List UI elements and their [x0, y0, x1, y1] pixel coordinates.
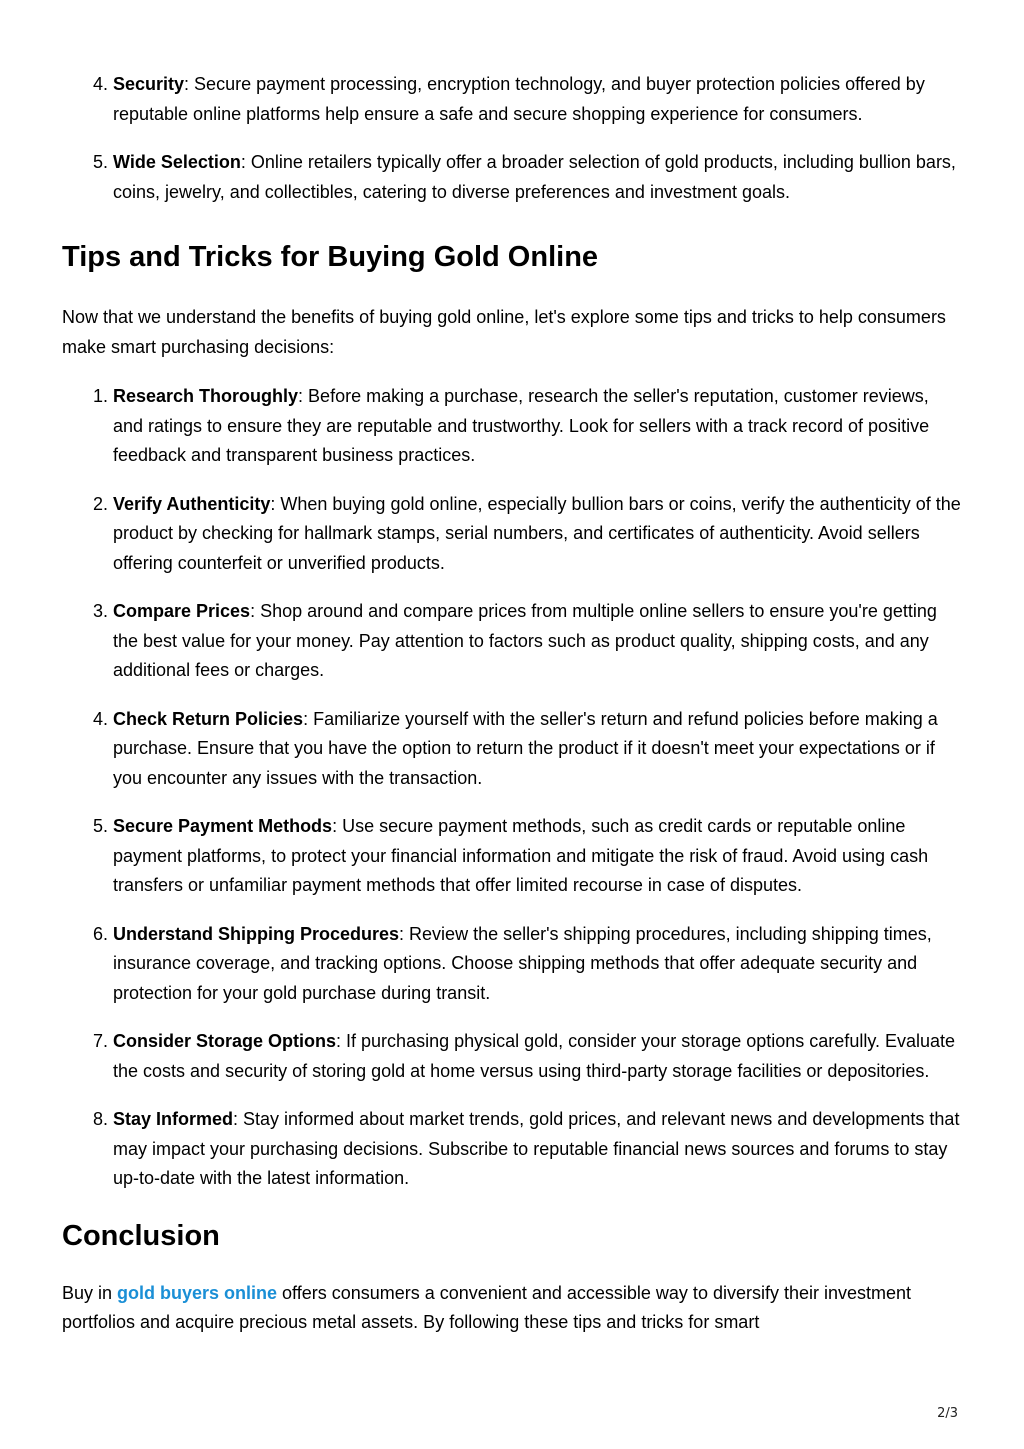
- list-item-text: : When buying gold online, especially bullion bars or coins, verify the authenticity of the product by checking for hallmark stamps, serial numbers, and certificates of authenticity. Avoid sellers offering counterfeit or unverified products.: [113, 493, 961, 573]
- list-item-title: Understand Shipping Procedures: [113, 923, 400, 944]
- document-page: [62, 70, 962, 1338]
- conclusion-text-after: offers consumers a convenient and accessible way to diversify their investment portfolios and acquire precious metal assets. By following these tips and tricks for smart: [62, 1282, 912, 1332]
- list-item: [113, 705, 962, 794]
- list-item: [113, 70, 962, 129]
- list-item-title: Secure Payment Methods: [113, 816, 333, 836]
- list-item: [113, 1105, 962, 1194]
- list-item-title: Check Return Policies: [113, 708, 304, 729]
- list-item-title: Compare Prices: [113, 601, 251, 621]
- list-item: [113, 148, 962, 207]
- list-item: [113, 597, 962, 686]
- list-item-text: : Stay informed about market trends, gold prices, and relevant news and developments that may impact your purchasing decisions. Subscribe to reputable financial news sources and forums to stay up-to-date with the latest information.: [113, 1109, 960, 1188]
- list-item-text: : Online retailers typically offer a broader selection of gold products, including bullion bars, coins, jewelry, and collectibles, catering to diverse preferences and investment goals.: [113, 152, 956, 202]
- gold-buyers-link[interactable]: gold buyers online: [117, 1282, 278, 1303]
- list-item-title: Stay Informed: [113, 1109, 234, 1129]
- list-item: [113, 1027, 962, 1086]
- benefits-list-continued: [62, 70, 962, 207]
- list-item-title: Research Thoroughly: [113, 386, 299, 406]
- tips-heading: Tips and Tricks for Buying Gold Online: [62, 241, 599, 273]
- tips-list: [62, 382, 962, 1194]
- list-item: [113, 812, 962, 901]
- conclusion-paragraph: [62, 1279, 962, 1338]
- list-item-title: Consider Storage Options: [113, 1031, 337, 1051]
- list-item-text: : Before making a purchase, research the seller's reputation, customer reviews, and ratings to ensure they are reputable and trustworthy. Look for sellers with a track record of positive feedback and transparent business practices.: [113, 386, 930, 465]
- list-item: [113, 382, 962, 471]
- conclusion-text-before: Buy in: [62, 1282, 118, 1303]
- list-item-text: : If purchasing physical gold, consider your storage options carefully. Evaluate the costs and security of storing gold at home versus using third-party storage facilities or depositories.: [113, 1031, 956, 1081]
- list-item-text: : Secure payment processing, encryption technology, and buyer protection policies offered by reputable online platforms help ensure a safe and secure shopping experience for consumers.: [113, 74, 925, 124]
- tips-intro: Now that we understand the benefits of buying gold online, let's explore some tips and tricks to help consumers make smart purchasing decisions:: [62, 307, 946, 357]
- list-item-text: : Shop around and compare prices from multiple online sellers to ensure you're getting the best value for your money. Pay attention to factors such as product quality, shipping costs, and any additional fees or charges.: [113, 601, 937, 680]
- list-item-text: : Use secure payment methods, such as credit cards or reputable online payment platforms, to protect your financial information and mitigate the risk of fraud. Avoid using cash transfers or unfamiliar payment methods that offer limited recourse in case of disputes.: [113, 816, 929, 895]
- page-number: 2/3: [937, 1406, 958, 1421]
- list-item-text: : Review the seller's shipping procedures, including shipping times, insurance coverage, and tracking options. Choose shipping methods that offer adequate security and protection for your gold purchase during transit.: [113, 923, 932, 1003]
- list-item-title: Verify Authenticity: [113, 493, 271, 514]
- list-item-title: Security: [113, 74, 185, 94]
- list-item: [113, 490, 962, 579]
- list-item-text: : Familiarize yourself with the seller's return and refund policies before making a purchase. Ensure that you have the option to return the product if it doesn't meet your expectations or if you encounter any issues with the transaction.: [113, 708, 938, 788]
- list-item: [113, 920, 962, 1009]
- conclusion-heading: Conclusion: [62, 1219, 220, 1252]
- list-item-title: Wide Selection: [113, 152, 241, 172]
